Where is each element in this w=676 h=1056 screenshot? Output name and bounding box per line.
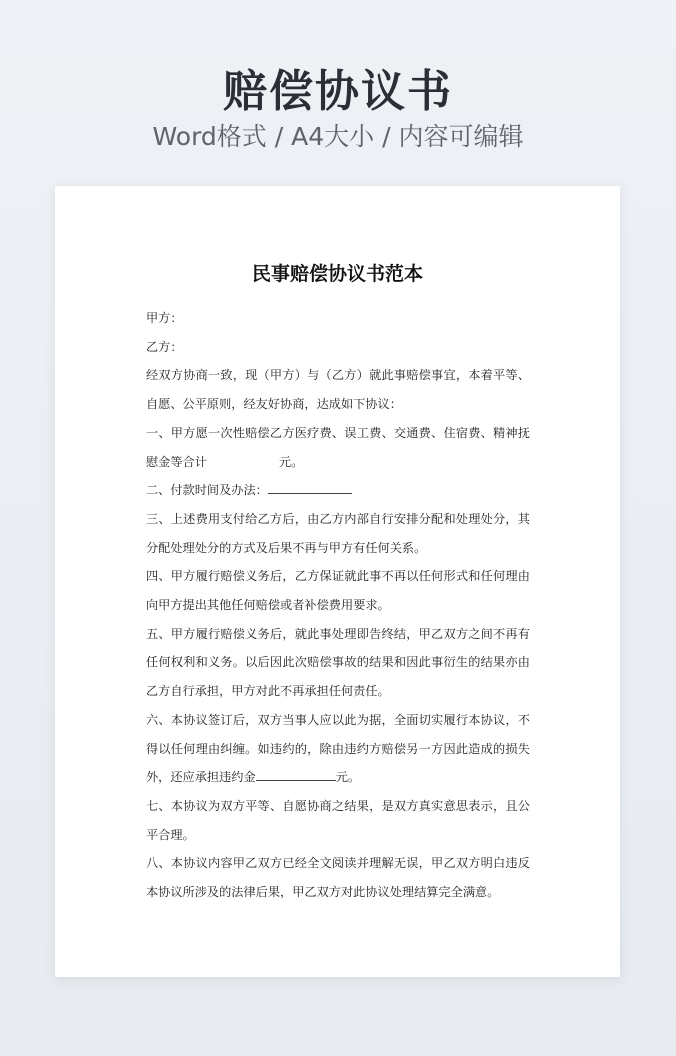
- document-page: [55, 186, 620, 977]
- payment-method-blank: [268, 481, 352, 494]
- clause-2: [146, 476, 530, 505]
- clause-8: 八、本协议内容甲乙双方已经全文阅读并理解无误，甲乙双方明白违反本协议所涉及的法律后果，甲乙双方对此协议处理结算完全满意。: [146, 856, 530, 900]
- clause-2-text: 二、付款时间及办法：: [146, 483, 268, 498]
- clause-3: 三、上述费用支付给乙方后，由乙方内部自行安排分配和处理处分，其分配处理处分的方式及后果不再与甲方有任何关系。: [146, 511, 530, 555]
- clause-5: 五、甲方履行赔偿义务后，就此事处理即告终结，甲乙双方之间不再有任何权利和义务。以后因此次赔偿事故的结果和因此事衍生的结果亦由乙方自行承担，甲方对此不再承担任何责任。: [146, 626, 530, 699]
- penalty-blank: [256, 768, 336, 781]
- party-b-line: 乙方：: [146, 339, 183, 354]
- page-banner-title: 赔偿协议书: [223, 66, 453, 117]
- document-title: 民事赔偿协议书范本: [251, 263, 423, 285]
- clause-1-text: 一、甲方愿一次性赔偿乙方医疗费、误工费、交通费、住宿费、精神抚慰金等合计: [146, 425, 530, 469]
- clause-4: 四、甲方履行赔偿义务后，乙方保证就此事不再以任何形式和任何理由向甲方提出其他任何赔偿或者补偿费用要求。: [146, 569, 530, 613]
- clause-6: [146, 706, 530, 792]
- clause-1-unit: 元。: [278, 454, 304, 469]
- intro-paragraph: 经双方协商一致，现（甲方）与（乙方）就此事赔偿事宜，本着平等、自愿、公平原则，经友好协商，达成如下协议：: [146, 368, 530, 412]
- clause-1: [146, 419, 530, 476]
- document-body: [146, 304, 530, 907]
- page-banner-subtitle: Word格式 / A4大小 / 内容可编辑: [152, 122, 524, 151]
- clause-6-unit: 元。: [335, 770, 361, 785]
- party-a-line: 甲方：: [146, 311, 183, 325]
- clause-7: 七、本协议为双方平等、自愿协商之结果，是双方真实意思表示，且公平合理。: [146, 798, 530, 842]
- clause-6-text: 六、本协议签订后，双方当事人应以此为据，全面切实履行本协议，不得以任何理由纠缠。如违约的，除由违约方赔偿另一方因此造成的损失外，还应承担违约金: [146, 712, 530, 785]
